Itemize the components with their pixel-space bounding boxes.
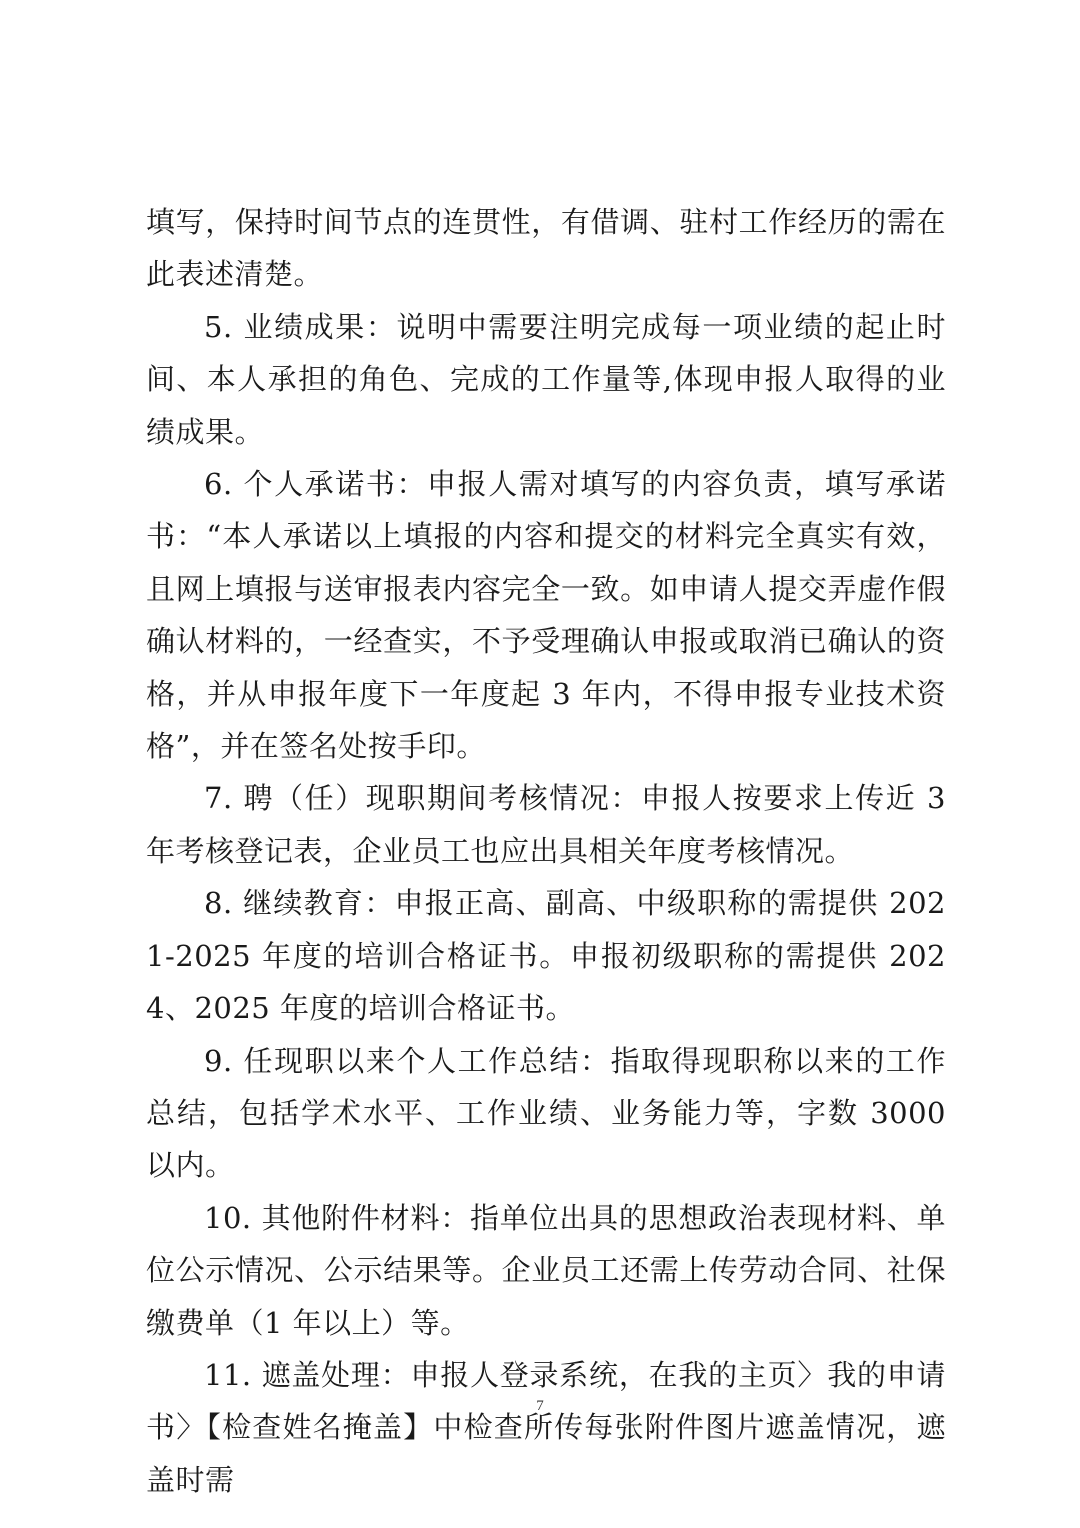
paragraph-continuation: 填写，保持时间节点的连贯性，有借调、驻村工作经历的需在此表述清楚。: [146, 205, 946, 292]
paragraph-item-7-assessment: 7. 聘（任）现职期间考核情况：申报人按要求上传近 3 年考核登记表，企业员工也应出具相关年度考核情况。: [146, 781, 946, 868]
paragraph-item-10-attachments: 10. 其他附件材料：指单位出具的思想政治表现材料、单位公示情况、公示结果等。企业员工还需上传劳动合同、社保缴费单（1 年以上）等。: [146, 1200, 946, 1340]
paragraph-item-9-summary: 9. 任现职以来个人工作总结：指取得现职称以来的工作总结，包括学术水平、工作业绩、业务能力等，字数 3000 以内。: [146, 1043, 946, 1183]
paragraph-item-6-commitment: 6. 个人承诺书：申报人需对填写的内容负责，填写承诺书：“本人承诺以上填报的内容和提交的材料完全真实有效，且网上填报与送审报表内容完全一致。如申请人提交弄虚作假确认材料的，一经查实，不予受理确认申报或取消已确认的资格，并从申报年度下一年度起 3 年内，不得申报专业技术资格”，并在签名处按手印。: [146, 467, 946, 764]
page-number: 7: [536, 1398, 544, 1414]
document-body: [146, 196, 946, 1506]
paragraph-item-8-education: 8. 继续教育：申报正高、副高、中级职称的需提供 2021-2025 年度的培训合格证书。申报初级职称的需提供 2024、2025 年度的培训合格证书。: [146, 886, 946, 1026]
paragraph-item-5-performance: 5. 业绩成果：说明中需要注明完成每一项业绩的起止时间、本人承担的角色、完成的工作量等,体现申报人取得的业绩成果。: [146, 309, 946, 449]
paragraph-item-11-masking: 11. 遮盖处理：申报人登录系统，在我的主页〉我的申请书〉【检查姓名掩盖】中检查所传每张附件图片遮盖情况，遮盖时需: [146, 1357, 946, 1497]
